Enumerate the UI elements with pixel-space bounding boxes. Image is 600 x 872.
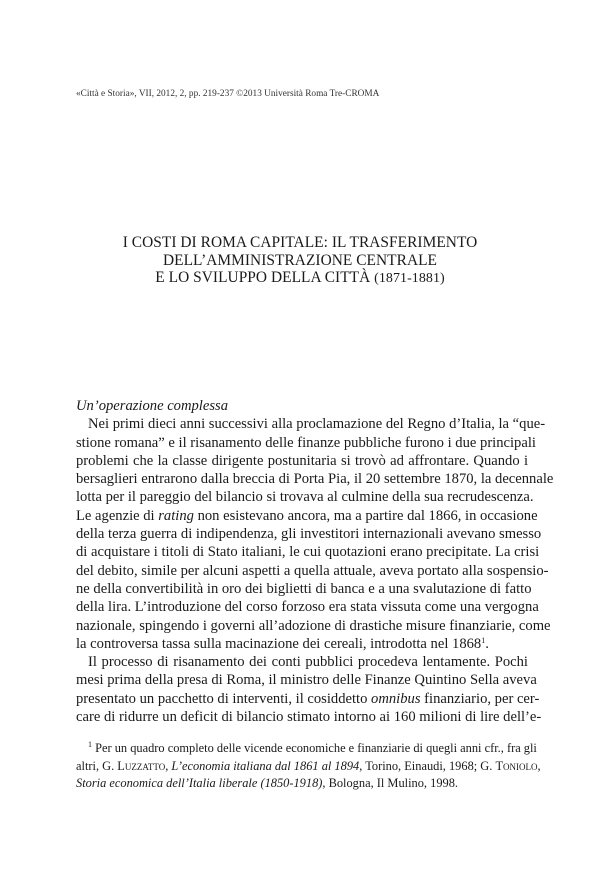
footnote-line xyxy=(76,758,541,776)
book-title: Storia economica dell’Italia liberale (1850-1918) xyxy=(76,776,323,791)
paragraph-1-line: ne della convertibilità in oro dei biglietti di banca e a una svalutazione di fatto xyxy=(76,580,532,597)
text-run: , Bologna, Il Mulino, 1998. xyxy=(322,776,458,791)
footnotes xyxy=(76,740,541,793)
text-run: non esistevano ancora, ma a partire dal 1866, in occasione xyxy=(193,507,538,524)
footnote-reference[interactable]: 1 xyxy=(481,635,486,645)
text-run: la controversa tassa sulla macinazione dei cereali, introdotta nel 1868 xyxy=(76,635,482,652)
emphasis-rating: rating xyxy=(158,507,194,524)
footnote-line xyxy=(76,775,528,793)
paragraph-1-line: stione romana” e il risanamento delle finanze pubbliche furono i due principali xyxy=(76,434,536,451)
paragraph-1-line: della lira. L’introduzione del corso forzoso era stata vissuta come una vergogna xyxy=(76,599,539,616)
text-run: , xyxy=(165,758,172,773)
title-line-1: I COSTI DI ROMA CAPITALE: IL TRASFERIMENTO xyxy=(122,234,478,251)
paragraph-1-line: nazionale, spingendo i governi all’adozione di drastiche misure finanziarie, come xyxy=(76,617,551,634)
paragraph-1-line: problemi che la classe dirigente postunitaria si trovò ad affrontare. Quando i xyxy=(76,452,528,469)
paragraph-1-line: del debito, simile per alcuni aspetti a quella attuale, aveva portato alla sospensio- xyxy=(76,562,549,579)
paragraph-1-line: Nei primi dieci anni successivi alla proclamazione del Regno d’Italia, la “que- xyxy=(88,416,546,433)
text-run: Le agenzie di xyxy=(76,507,159,524)
footnote-number: 1 xyxy=(88,740,92,749)
journal-citation-header: «Città e Storia», VII, 2012, 2, pp. 219-237 ©2013 Università Roma Tre-CROMA xyxy=(76,89,380,99)
author-name: Toniolo xyxy=(495,758,538,773)
paragraph-1-line: bersaglieri entrarono dalla breccia di Porta Pia, il 20 settembre 1870, la decennale xyxy=(76,471,554,488)
paragraph-2-line: Il processo di risanamento dei conti pubblici procedeva lentamente. Pochi xyxy=(88,654,528,671)
paragraph-1-line: della terza guerra di indipendenza, gli investitori internazionali avevano smesso xyxy=(76,526,542,543)
article-body xyxy=(76,397,554,726)
title-dates: (1871-1881) xyxy=(374,271,445,286)
text-run: presentato un pacchetto di interventi, il cosiddetto xyxy=(76,690,372,707)
title-line-3-main: E LO SVILUPPO DELLA CITTÀ xyxy=(155,269,371,286)
text-run: , Torino, Einaudi, 1968; G. xyxy=(359,758,496,773)
paragraph-2-line xyxy=(76,690,540,708)
text-run: . xyxy=(485,635,489,652)
paragraph-1-line xyxy=(76,507,538,525)
title-line-2: DELL’AMMINISTRAZIONE CENTRALE xyxy=(162,251,438,269)
author-name: Luzzatto xyxy=(117,758,166,773)
text-run: altri, G. xyxy=(76,758,118,773)
text-run: Per un quadro completo delle vicende economiche e finanziarie di quegli anni cfr., fra gli xyxy=(95,741,537,755)
paragraph-1-line: di acquistare i titoli di Stato italiani, le cui quotazioni erano precipitate. La crisi xyxy=(76,544,540,561)
paragraph-2-line: mesi prima della presa di Roma, il ministro delle Finanze Quintino Sella aveva xyxy=(76,672,537,689)
text-run: , xyxy=(537,758,541,773)
text-run: finanziario, per cer- xyxy=(420,690,540,707)
section-heading: Un’operazione complessa xyxy=(76,398,228,414)
book-title: L’economia italiana dal 1861 al 1894 xyxy=(171,758,360,773)
emphasis-omnibus: omnibus xyxy=(371,690,421,707)
paragraph-1-line: lotta per il pareggio del bilancio si trovava al culmine della sua recrudescenza. xyxy=(76,489,534,506)
article-title xyxy=(60,234,540,288)
footnote-line xyxy=(76,740,537,758)
paragraph-2-line: care di ridurre un deficit di bilancio stimato intorno ai 160 milioni di lire dell’e- xyxy=(76,709,542,726)
title-line-3 xyxy=(60,269,540,288)
paragraph-1-line xyxy=(76,635,528,653)
